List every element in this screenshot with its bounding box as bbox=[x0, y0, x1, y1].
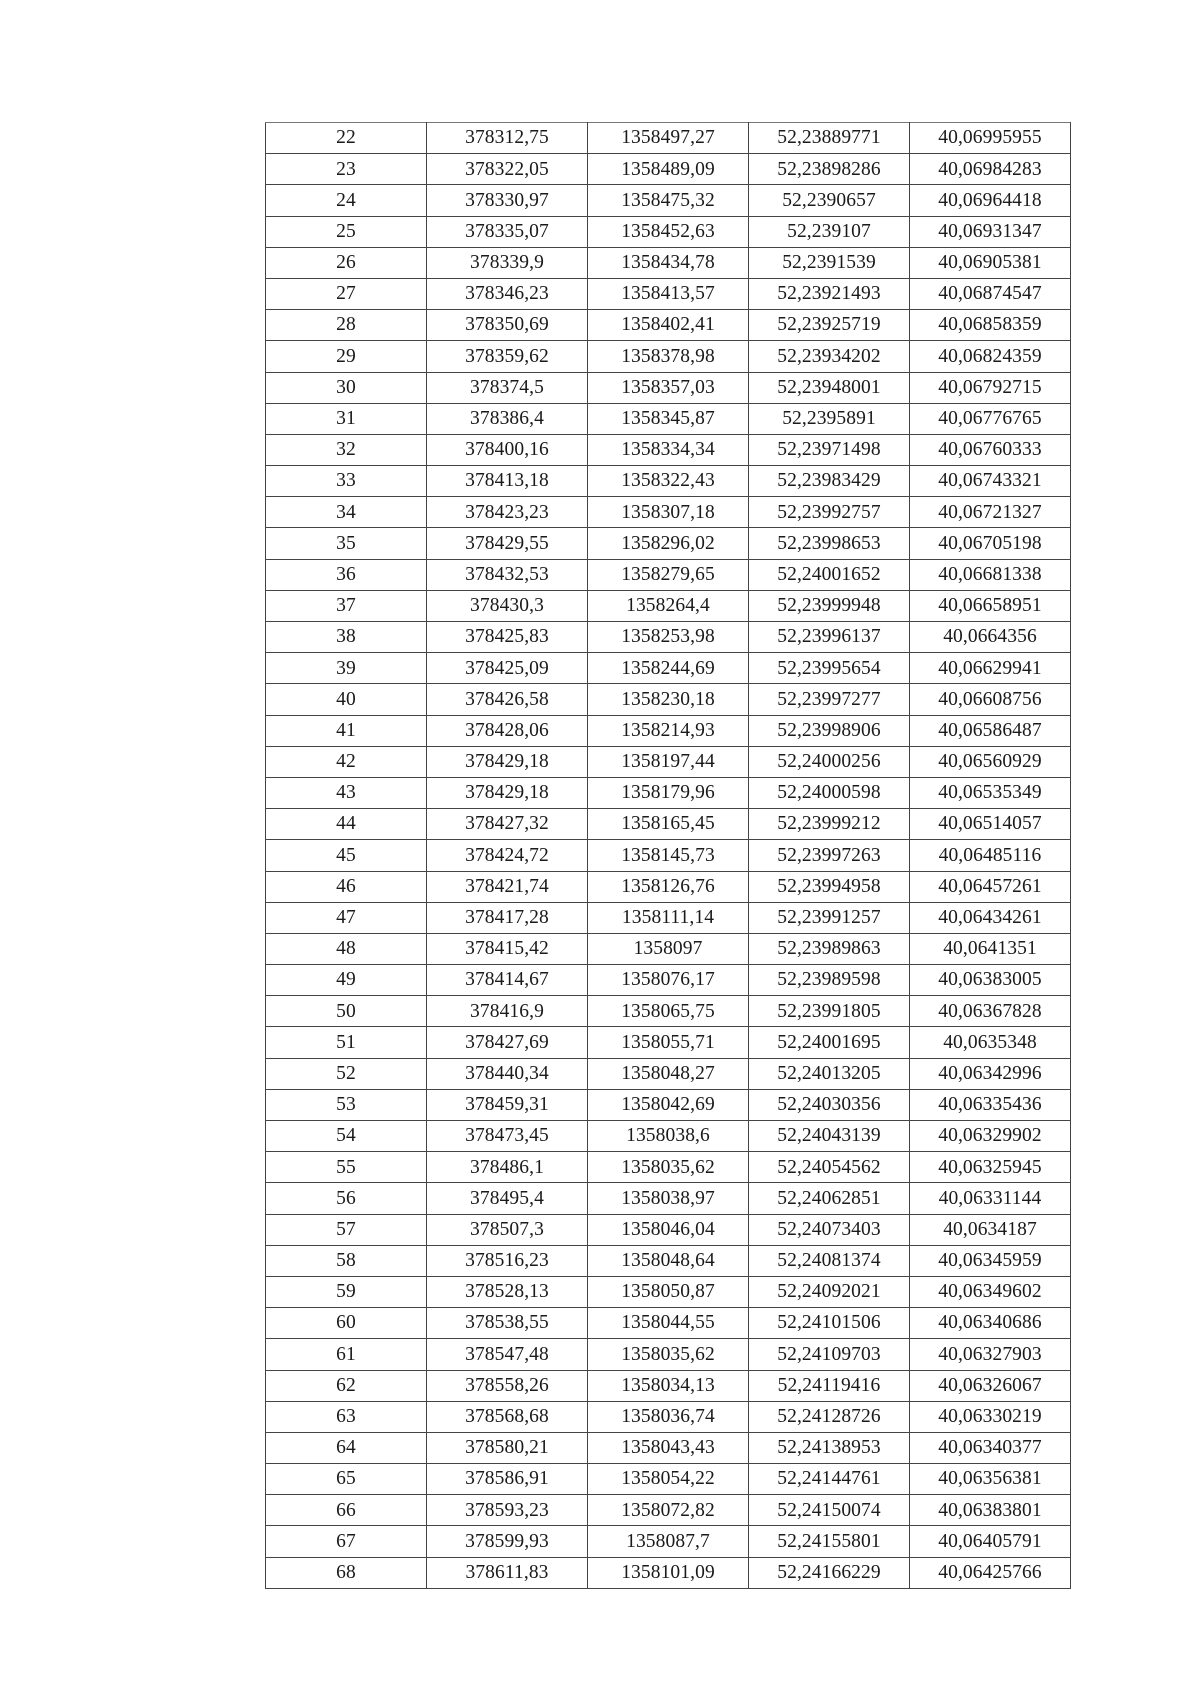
point-number-cell: 51 bbox=[266, 1027, 427, 1058]
point-number-cell: 32 bbox=[266, 434, 427, 465]
x-coordinate-cell: 378423,23 bbox=[427, 497, 588, 528]
table-row bbox=[266, 1370, 1071, 1401]
table-row bbox=[266, 528, 1071, 559]
y-coordinate-cell: 1358034,13 bbox=[588, 1370, 749, 1401]
point-number-cell: 48 bbox=[266, 933, 427, 964]
table-row bbox=[266, 622, 1071, 653]
x-coordinate-cell: 378428,06 bbox=[427, 715, 588, 746]
longitude-cell: 40,06760333 bbox=[910, 434, 1071, 465]
y-coordinate-cell: 1358475,32 bbox=[588, 185, 749, 216]
y-coordinate-cell: 1358072,82 bbox=[588, 1495, 749, 1526]
y-coordinate-cell: 1358035,62 bbox=[588, 1339, 749, 1370]
y-coordinate-cell: 1358413,57 bbox=[588, 278, 749, 309]
latitude-cell: 52,23889771 bbox=[749, 123, 910, 154]
latitude-cell: 52,24000256 bbox=[749, 746, 910, 777]
point-number-cell: 61 bbox=[266, 1339, 427, 1370]
y-coordinate-cell: 1358253,98 bbox=[588, 622, 749, 653]
latitude-cell: 52,23948001 bbox=[749, 372, 910, 403]
longitude-cell: 40,0664356 bbox=[910, 622, 1071, 653]
latitude-cell: 52,23999948 bbox=[749, 590, 910, 621]
table-row bbox=[266, 1027, 1071, 1058]
table-row bbox=[266, 1308, 1071, 1339]
table-row bbox=[266, 871, 1071, 902]
longitude-cell: 40,06331144 bbox=[910, 1183, 1071, 1214]
point-number-cell: 67 bbox=[266, 1526, 427, 1557]
longitude-cell: 40,06356381 bbox=[910, 1464, 1071, 1495]
coordinates-table bbox=[265, 122, 1071, 1589]
latitude-cell: 52,24073403 bbox=[749, 1214, 910, 1245]
point-number-cell: 52 bbox=[266, 1058, 427, 1089]
y-coordinate-cell: 1358055,71 bbox=[588, 1027, 749, 1058]
y-coordinate-cell: 1358101,09 bbox=[588, 1557, 749, 1588]
longitude-cell: 40,06705198 bbox=[910, 528, 1071, 559]
latitude-cell: 52,23921493 bbox=[749, 278, 910, 309]
latitude-cell: 52,23934202 bbox=[749, 341, 910, 372]
table-row bbox=[266, 1401, 1071, 1432]
longitude-cell: 40,06405791 bbox=[910, 1526, 1071, 1557]
x-coordinate-cell: 378426,58 bbox=[427, 684, 588, 715]
y-coordinate-cell: 1358214,93 bbox=[588, 715, 749, 746]
table-row bbox=[266, 684, 1071, 715]
y-coordinate-cell: 1358043,43 bbox=[588, 1432, 749, 1463]
longitude-cell: 40,06995955 bbox=[910, 123, 1071, 154]
y-coordinate-cell: 1358038,6 bbox=[588, 1121, 749, 1152]
y-coordinate-cell: 1358179,96 bbox=[588, 777, 749, 808]
table-row bbox=[266, 1121, 1071, 1152]
x-coordinate-cell: 378425,09 bbox=[427, 653, 588, 684]
latitude-cell: 52,24144761 bbox=[749, 1464, 910, 1495]
table-row bbox=[266, 216, 1071, 247]
longitude-cell: 40,06434261 bbox=[910, 902, 1071, 933]
y-coordinate-cell: 1358497,27 bbox=[588, 123, 749, 154]
x-coordinate-cell: 378495,4 bbox=[427, 1183, 588, 1214]
latitude-cell: 52,2390657 bbox=[749, 185, 910, 216]
point-number-cell: 29 bbox=[266, 341, 427, 372]
x-coordinate-cell: 378547,48 bbox=[427, 1339, 588, 1370]
x-coordinate-cell: 378440,34 bbox=[427, 1058, 588, 1089]
x-coordinate-cell: 378427,69 bbox=[427, 1027, 588, 1058]
longitude-cell: 40,06457261 bbox=[910, 871, 1071, 902]
y-coordinate-cell: 1358197,44 bbox=[588, 746, 749, 777]
y-coordinate-cell: 1358036,74 bbox=[588, 1401, 749, 1432]
longitude-cell: 40,06792715 bbox=[910, 372, 1071, 403]
x-coordinate-cell: 378421,74 bbox=[427, 871, 588, 902]
table-row bbox=[266, 933, 1071, 964]
x-coordinate-cell: 378350,69 bbox=[427, 310, 588, 341]
longitude-cell: 40,06383801 bbox=[910, 1495, 1071, 1526]
latitude-cell: 52,23991805 bbox=[749, 996, 910, 1027]
y-coordinate-cell: 1358434,78 bbox=[588, 247, 749, 278]
x-coordinate-cell: 378429,55 bbox=[427, 528, 588, 559]
longitude-cell: 40,06345959 bbox=[910, 1245, 1071, 1276]
point-number-cell: 34 bbox=[266, 497, 427, 528]
longitude-cell: 40,06535349 bbox=[910, 777, 1071, 808]
latitude-cell: 52,23994958 bbox=[749, 871, 910, 902]
point-number-cell: 25 bbox=[266, 216, 427, 247]
latitude-cell: 52,24119416 bbox=[749, 1370, 910, 1401]
y-coordinate-cell: 1358322,43 bbox=[588, 466, 749, 497]
latitude-cell: 52,24062851 bbox=[749, 1183, 910, 1214]
y-coordinate-cell: 1358489,09 bbox=[588, 154, 749, 185]
point-number-cell: 27 bbox=[266, 278, 427, 309]
point-number-cell: 38 bbox=[266, 622, 427, 653]
x-coordinate-cell: 378528,13 bbox=[427, 1276, 588, 1307]
latitude-cell: 52,23996137 bbox=[749, 622, 910, 653]
point-number-cell: 41 bbox=[266, 715, 427, 746]
longitude-cell: 40,06335436 bbox=[910, 1089, 1071, 1120]
point-number-cell: 37 bbox=[266, 590, 427, 621]
table-row bbox=[266, 434, 1071, 465]
table-row bbox=[266, 1557, 1071, 1588]
latitude-cell: 52,23971498 bbox=[749, 434, 910, 465]
table-row bbox=[266, 123, 1071, 154]
x-coordinate-cell: 378507,3 bbox=[427, 1214, 588, 1245]
latitude-cell: 52,24001695 bbox=[749, 1027, 910, 1058]
table-row bbox=[266, 247, 1071, 278]
x-coordinate-cell: 378414,67 bbox=[427, 965, 588, 996]
latitude-cell: 52,2391539 bbox=[749, 247, 910, 278]
table-row bbox=[266, 1495, 1071, 1526]
longitude-cell: 40,06342996 bbox=[910, 1058, 1071, 1089]
latitude-cell: 52,23999212 bbox=[749, 809, 910, 840]
point-number-cell: 68 bbox=[266, 1557, 427, 1588]
table-row bbox=[266, 154, 1071, 185]
y-coordinate-cell: 1358145,73 bbox=[588, 840, 749, 871]
longitude-cell: 40,06340686 bbox=[910, 1308, 1071, 1339]
latitude-cell: 52,24109703 bbox=[749, 1339, 910, 1370]
x-coordinate-cell: 378400,16 bbox=[427, 434, 588, 465]
x-coordinate-cell: 378429,18 bbox=[427, 746, 588, 777]
table-row bbox=[266, 777, 1071, 808]
y-coordinate-cell: 1358042,69 bbox=[588, 1089, 749, 1120]
y-coordinate-cell: 1358452,63 bbox=[588, 216, 749, 247]
table-row bbox=[266, 1276, 1071, 1307]
table-row bbox=[266, 1058, 1071, 1089]
point-number-cell: 35 bbox=[266, 528, 427, 559]
point-number-cell: 63 bbox=[266, 1401, 427, 1432]
latitude-cell: 52,24166229 bbox=[749, 1557, 910, 1588]
latitude-cell: 52,24030356 bbox=[749, 1089, 910, 1120]
table-row bbox=[266, 746, 1071, 777]
point-number-cell: 39 bbox=[266, 653, 427, 684]
table-row bbox=[266, 1152, 1071, 1183]
x-coordinate-cell: 378516,23 bbox=[427, 1245, 588, 1276]
table-row bbox=[266, 559, 1071, 590]
point-number-cell: 46 bbox=[266, 871, 427, 902]
table-row bbox=[266, 497, 1071, 528]
longitude-cell: 40,0634187 bbox=[910, 1214, 1071, 1245]
x-coordinate-cell: 378416,9 bbox=[427, 996, 588, 1027]
table-row bbox=[266, 372, 1071, 403]
longitude-cell: 40,06824359 bbox=[910, 341, 1071, 372]
y-coordinate-cell: 1358076,17 bbox=[588, 965, 749, 996]
point-number-cell: 44 bbox=[266, 809, 427, 840]
longitude-cell: 40,06330219 bbox=[910, 1401, 1071, 1432]
table-row bbox=[266, 185, 1071, 216]
x-coordinate-cell: 378359,62 bbox=[427, 341, 588, 372]
point-number-cell: 22 bbox=[266, 123, 427, 154]
longitude-cell: 40,06721327 bbox=[910, 497, 1071, 528]
longitude-cell: 40,06964418 bbox=[910, 185, 1071, 216]
point-number-cell: 58 bbox=[266, 1245, 427, 1276]
latitude-cell: 52,23991257 bbox=[749, 902, 910, 933]
table-row bbox=[266, 590, 1071, 621]
y-coordinate-cell: 1358046,04 bbox=[588, 1214, 749, 1245]
x-coordinate-cell: 378386,4 bbox=[427, 403, 588, 434]
latitude-cell: 52,24000598 bbox=[749, 777, 910, 808]
table-row bbox=[266, 1339, 1071, 1370]
latitude-cell: 52,23998906 bbox=[749, 715, 910, 746]
y-coordinate-cell: 1358038,97 bbox=[588, 1183, 749, 1214]
x-coordinate-cell: 378586,91 bbox=[427, 1464, 588, 1495]
latitude-cell: 52,239107 bbox=[749, 216, 910, 247]
point-number-cell: 45 bbox=[266, 840, 427, 871]
y-coordinate-cell: 1358334,34 bbox=[588, 434, 749, 465]
point-number-cell: 66 bbox=[266, 1495, 427, 1526]
latitude-cell: 52,24043139 bbox=[749, 1121, 910, 1152]
y-coordinate-cell: 1358126,76 bbox=[588, 871, 749, 902]
longitude-cell: 40,06984283 bbox=[910, 154, 1071, 185]
point-number-cell: 23 bbox=[266, 154, 427, 185]
y-coordinate-cell: 1358048,27 bbox=[588, 1058, 749, 1089]
table-row bbox=[266, 965, 1071, 996]
x-coordinate-cell: 378417,28 bbox=[427, 902, 588, 933]
point-number-cell: 33 bbox=[266, 466, 427, 497]
table-row bbox=[266, 996, 1071, 1027]
longitude-cell: 40,06327903 bbox=[910, 1339, 1071, 1370]
latitude-cell: 52,23989863 bbox=[749, 933, 910, 964]
latitude-cell: 52,23989598 bbox=[749, 965, 910, 996]
latitude-cell: 52,2395891 bbox=[749, 403, 910, 434]
longitude-cell: 40,0641351 bbox=[910, 933, 1071, 964]
y-coordinate-cell: 1358097 bbox=[588, 933, 749, 964]
x-coordinate-cell: 378415,42 bbox=[427, 933, 588, 964]
longitude-cell: 40,06776765 bbox=[910, 403, 1071, 434]
point-number-cell: 53 bbox=[266, 1089, 427, 1120]
x-coordinate-cell: 378430,3 bbox=[427, 590, 588, 621]
x-coordinate-cell: 378593,23 bbox=[427, 1495, 588, 1526]
x-coordinate-cell: 378473,45 bbox=[427, 1121, 588, 1152]
point-number-cell: 59 bbox=[266, 1276, 427, 1307]
latitude-cell: 52,24101506 bbox=[749, 1308, 910, 1339]
longitude-cell: 40,06425766 bbox=[910, 1557, 1071, 1588]
y-coordinate-cell: 1358065,75 bbox=[588, 996, 749, 1027]
latitude-cell: 52,23998653 bbox=[749, 528, 910, 559]
point-number-cell: 60 bbox=[266, 1308, 427, 1339]
y-coordinate-cell: 1358357,03 bbox=[588, 372, 749, 403]
latitude-cell: 52,24013205 bbox=[749, 1058, 910, 1089]
x-coordinate-cell: 378346,23 bbox=[427, 278, 588, 309]
y-coordinate-cell: 1358264,4 bbox=[588, 590, 749, 621]
point-number-cell: 62 bbox=[266, 1370, 427, 1401]
y-coordinate-cell: 1358044,55 bbox=[588, 1308, 749, 1339]
longitude-cell: 40,06858359 bbox=[910, 310, 1071, 341]
table-row bbox=[266, 715, 1071, 746]
longitude-cell: 40,06329902 bbox=[910, 1121, 1071, 1152]
x-coordinate-cell: 378322,05 bbox=[427, 154, 588, 185]
longitude-cell: 40,06681338 bbox=[910, 559, 1071, 590]
table-row bbox=[266, 1432, 1071, 1463]
x-coordinate-cell: 378580,21 bbox=[427, 1432, 588, 1463]
y-coordinate-cell: 1358244,69 bbox=[588, 653, 749, 684]
table-row bbox=[266, 1214, 1071, 1245]
longitude-cell: 40,06905381 bbox=[910, 247, 1071, 278]
y-coordinate-cell: 1358230,18 bbox=[588, 684, 749, 715]
y-coordinate-cell: 1358307,18 bbox=[588, 497, 749, 528]
table-row bbox=[266, 1089, 1071, 1120]
longitude-cell: 40,06629941 bbox=[910, 653, 1071, 684]
point-number-cell: 65 bbox=[266, 1464, 427, 1495]
latitude-cell: 52,23997263 bbox=[749, 840, 910, 871]
point-number-cell: 49 bbox=[266, 965, 427, 996]
y-coordinate-cell: 1358402,41 bbox=[588, 310, 749, 341]
table-row bbox=[266, 809, 1071, 840]
latitude-cell: 52,23995654 bbox=[749, 653, 910, 684]
point-number-cell: 47 bbox=[266, 902, 427, 933]
table-row bbox=[266, 278, 1071, 309]
x-coordinate-cell: 378599,93 bbox=[427, 1526, 588, 1557]
x-coordinate-cell: 378558,26 bbox=[427, 1370, 588, 1401]
table-row bbox=[266, 1464, 1071, 1495]
x-coordinate-cell: 378374,5 bbox=[427, 372, 588, 403]
point-number-cell: 31 bbox=[266, 403, 427, 434]
table-row bbox=[266, 403, 1071, 434]
longitude-cell: 40,06514057 bbox=[910, 809, 1071, 840]
latitude-cell: 52,24150074 bbox=[749, 1495, 910, 1526]
latitude-cell: 52,23992757 bbox=[749, 497, 910, 528]
longitude-cell: 40,06367828 bbox=[910, 996, 1071, 1027]
longitude-cell: 40,06485116 bbox=[910, 840, 1071, 871]
point-number-cell: 55 bbox=[266, 1152, 427, 1183]
y-coordinate-cell: 1358035,62 bbox=[588, 1152, 749, 1183]
longitude-cell: 40,06383005 bbox=[910, 965, 1071, 996]
point-number-cell: 50 bbox=[266, 996, 427, 1027]
latitude-cell: 52,24001652 bbox=[749, 559, 910, 590]
x-coordinate-cell: 378486,1 bbox=[427, 1152, 588, 1183]
x-coordinate-cell: 378335,07 bbox=[427, 216, 588, 247]
x-coordinate-cell: 378339,9 bbox=[427, 247, 588, 278]
table-row bbox=[266, 653, 1071, 684]
latitude-cell: 52,24128726 bbox=[749, 1401, 910, 1432]
latitude-cell: 52,23925719 bbox=[749, 310, 910, 341]
table-row bbox=[266, 466, 1071, 497]
longitude-cell: 40,06560929 bbox=[910, 746, 1071, 777]
y-coordinate-cell: 1358165,45 bbox=[588, 809, 749, 840]
x-coordinate-cell: 378429,18 bbox=[427, 777, 588, 808]
point-number-cell: 57 bbox=[266, 1214, 427, 1245]
point-number-cell: 28 bbox=[266, 310, 427, 341]
point-number-cell: 54 bbox=[266, 1121, 427, 1152]
x-coordinate-cell: 378312,75 bbox=[427, 123, 588, 154]
y-coordinate-cell: 1358048,64 bbox=[588, 1245, 749, 1276]
y-coordinate-cell: 1358296,02 bbox=[588, 528, 749, 559]
table-row bbox=[266, 1526, 1071, 1557]
x-coordinate-cell: 378330,97 bbox=[427, 185, 588, 216]
longitude-cell: 40,06743321 bbox=[910, 466, 1071, 497]
longitude-cell: 40,06931347 bbox=[910, 216, 1071, 247]
longitude-cell: 40,06349602 bbox=[910, 1276, 1071, 1307]
longitude-cell: 40,06874547 bbox=[910, 278, 1071, 309]
longitude-cell: 40,06608756 bbox=[910, 684, 1071, 715]
point-number-cell: 42 bbox=[266, 746, 427, 777]
latitude-cell: 52,24155801 bbox=[749, 1526, 910, 1557]
latitude-cell: 52,24054562 bbox=[749, 1152, 910, 1183]
table-row bbox=[266, 1245, 1071, 1276]
x-coordinate-cell: 378568,68 bbox=[427, 1401, 588, 1432]
table-row bbox=[266, 1183, 1071, 1214]
coordinates-table-body bbox=[266, 123, 1071, 1589]
table-row bbox=[266, 310, 1071, 341]
point-number-cell: 36 bbox=[266, 559, 427, 590]
y-coordinate-cell: 1358087,7 bbox=[588, 1526, 749, 1557]
table-row bbox=[266, 840, 1071, 871]
point-number-cell: 40 bbox=[266, 684, 427, 715]
latitude-cell: 52,23898286 bbox=[749, 154, 910, 185]
y-coordinate-cell: 1358111,14 bbox=[588, 902, 749, 933]
point-number-cell: 24 bbox=[266, 185, 427, 216]
point-number-cell: 64 bbox=[266, 1432, 427, 1463]
point-number-cell: 30 bbox=[266, 372, 427, 403]
x-coordinate-cell: 378424,72 bbox=[427, 840, 588, 871]
table-row bbox=[266, 902, 1071, 933]
longitude-cell: 40,06326067 bbox=[910, 1370, 1071, 1401]
y-coordinate-cell: 1358050,87 bbox=[588, 1276, 749, 1307]
longitude-cell: 40,06586487 bbox=[910, 715, 1071, 746]
latitude-cell: 52,23997277 bbox=[749, 684, 910, 715]
y-coordinate-cell: 1358378,98 bbox=[588, 341, 749, 372]
table-row bbox=[266, 341, 1071, 372]
latitude-cell: 52,24081374 bbox=[749, 1245, 910, 1276]
latitude-cell: 52,24138953 bbox=[749, 1432, 910, 1463]
x-coordinate-cell: 378427,32 bbox=[427, 809, 588, 840]
longitude-cell: 40,06325945 bbox=[910, 1152, 1071, 1183]
x-coordinate-cell: 378432,53 bbox=[427, 559, 588, 590]
point-number-cell: 56 bbox=[266, 1183, 427, 1214]
latitude-cell: 52,24092021 bbox=[749, 1276, 910, 1307]
x-coordinate-cell: 378459,31 bbox=[427, 1089, 588, 1120]
point-number-cell: 26 bbox=[266, 247, 427, 278]
longitude-cell: 40,06340377 bbox=[910, 1432, 1071, 1463]
x-coordinate-cell: 378538,55 bbox=[427, 1308, 588, 1339]
longitude-cell: 40,0635348 bbox=[910, 1027, 1071, 1058]
x-coordinate-cell: 378413,18 bbox=[427, 466, 588, 497]
y-coordinate-cell: 1358279,65 bbox=[588, 559, 749, 590]
point-number-cell: 43 bbox=[266, 777, 427, 808]
latitude-cell: 52,23983429 bbox=[749, 466, 910, 497]
x-coordinate-cell: 378425,83 bbox=[427, 622, 588, 653]
x-coordinate-cell: 378611,83 bbox=[427, 1557, 588, 1588]
y-coordinate-cell: 1358054,22 bbox=[588, 1464, 749, 1495]
longitude-cell: 40,06658951 bbox=[910, 590, 1071, 621]
y-coordinate-cell: 1358345,87 bbox=[588, 403, 749, 434]
